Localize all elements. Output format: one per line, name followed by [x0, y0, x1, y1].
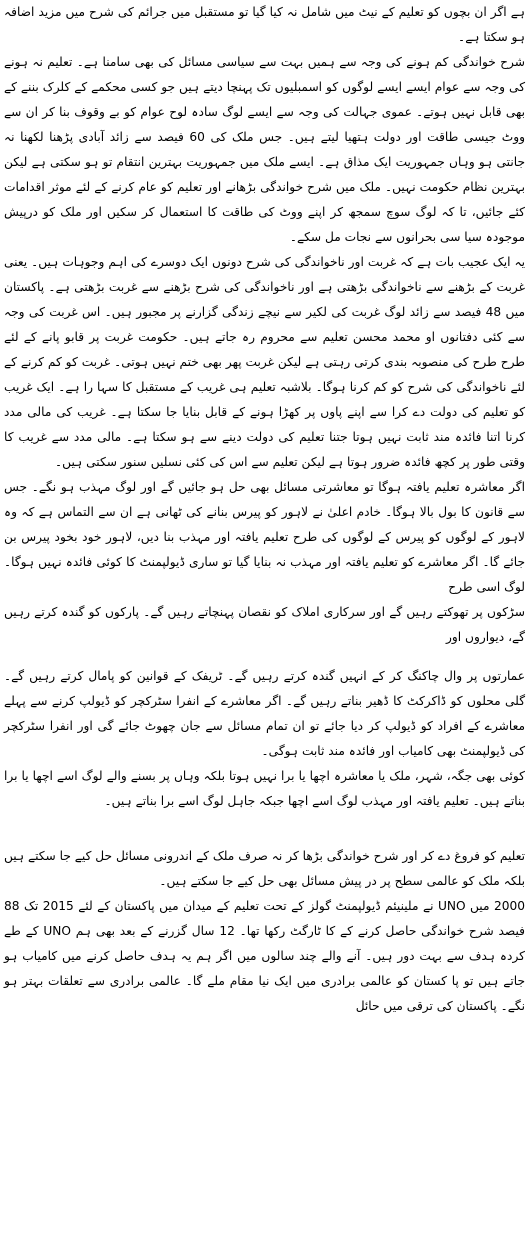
article-paragraph-9: 2000 میں UNO نے ملینیئم ڈیولپمنٹ گولز کے تحت تعلیم کے میدان میں پاکستان کے لئے 2015 تک 88 فیصد شرح خواندگی حاصل کرنے کے کا ٹارگٹ رکھا تھا۔ 12 سال گزرنے کے بعد بھی ہم UNO کے طے کردہ ہدف سے بہت دور ہیں۔ آنے والے چند سالوں میں اگر ہم یہ ہدف حاصل کرنے میں کامیاب ہو جاتے ہیں تو پا کستان کو عالمی برادری میں ایک نیا مقام ملے گا۔ عالمی برادری سے تعلقات بہتر ہو نگے۔ پاکستان کی ترقی میں حائل [4, 899, 525, 1013]
article-paragraph-4: اگر معاشرہ تعلیم یافتہ ہوگا تو معاشرتی مسائل بھی حل ہو جائیں گے اور لوگ مہذب ہو نگے۔ جس سے قانون کا بول بالا ہوگا۔ خادم اعلیٰ نے لاہور کو پیرس بنانے کی ٹھانی ہے ان سے التماس ہے کہ وہ لاہور کے لوگوں کو پیرس کے لوگوں کی طرح تعلیم یافتہ اور مہذب بنا دیں، لاہور خود بخود پیرس بن جائے گا۔ اگر معاشرے کو تعلیم یافتہ اور مہذب نہ بنایا گیا تو ساری ڈیولپمنٹ کا کوئی فائدہ نہیں ہوگا۔ لوگ اسی طرح [4, 480, 525, 594]
article-paragraph-7: کوئی بھی جگہ، شہر، ملک یا معاشرہ اچھا یا برا نہیں ہوتا بلکہ وہاں پر بسنے والے لوگ اسے اچھا یا برا بناتے ہیں۔ تعلیم یافتہ اور مہذب لوگ اسے اچھا جبکہ جاہل لوگ اسے برا بناتے ہیں۔ [4, 769, 525, 808]
section-spacer [4, 814, 525, 844]
article-paragraph-8: تعلیم کو فروغ دے کر اور شرح خواندگی بڑھا کر نہ صرف ملک کے اندرونی مسائل حل کیے جا سکتے ہیں بلکہ ملک کو عالمی سطح پر در پیش مسائل بھی حل کیے جا سکتے ہیں۔ [4, 849, 525, 888]
article-paragraph-1: ہے اگر ان بچوں کو تعلیم کے نیٹ میں شامل نہ کیا گیا تو مستقبل میں جرائم کی شرح میں مزید اضافہ ہو سکتا ہے۔ [4, 5, 525, 44]
article-paragraph-2: شرح خواندگی کم ہونے کی وجہ سے ہمیں بہت سے سیاسی مسائل کی بھی سامنا ہے۔ تعلیم نہ ہونے کی وجہ سے عوام ایسے ایسے لوگوں کو اسمبلیوں تک پہنچا دیتے ہیں جو کسی محکمے کے کلرک بننے کے بھی قابل نہیں ہوتے۔ عموی جہالت کی وجہ سے ایسے لوگ سادہ لوح عوام کو بے وقوف بنا کر ان سے ووٹ جیسی طاقت اور دولت ہتھیا لیتے ہیں۔ جس ملک کی 60 فیصد سے زائد آبادی پڑھنا لکھنا نہ جانتی ہو وہاں جمہوریت ایک مذاق ہے۔ ایسے ملک میں جمہوریت بہترین انتقام تو ہو سکتی ہے لیکن بہترین نظام حکومت نہیں۔ ملک میں شرح خواندگی بڑھانے اور تعلیم کو عام کرنے کے لئے موثر اقدامات کئے جائیں، تا کہ لوگ سوچ سمجھ کر اپنے ووٹ کی طاقت کا استعمال کر سکیں اور ملک کو درپیش موجودہ سیا سی بحرانوں سے نجات مل سکے۔ [4, 55, 525, 244]
article-paragraph-3: یہ ایک عجیب بات ہے کہ غربت اور ناخواندگی کی شرح دونوں ایک دوسرے کی اہم وجوہات ہیں۔ یعنی غربت کے بڑھنے سے ناخواندگی بڑھتی ہے اور ناخواندگی کی شرح بڑھنے سے غربت بڑھتی ہے۔ پاکستان میں 48 فیصد سے زائد لوگ غربت کی لکیر سے نیچے زندگی گزارنے پر مجبور ہیں۔ اس غربت کی وجہ سے کئی دفتانوں او محمد محسن تعلیم سے محروم رہ جاتے ہیں۔ حکومت غربت پر قابو پانے کے لئے طرح طرح کی منصوبہ بندی کرتی رہتی ہے لیکن غربت پھر بھی ختم نہیں ہوتی۔ غربت کو کم کرنے کے لئے ناخواندگی کی شرح کو کم کرنا ہوگا۔ بلاشبہ تعلیم ہی غریب کے مستقبل کا سہا را ہے۔ ایک غریب کو تعلیم کی دولت دے کرا سے اپنے پاوں پر کھڑا ہونے کے قابل بنایا جا سکتا ہے۔ غریب کی مالی مدد کرنا اتنا فائدہ مند ثابت نہیں ہوتا جتنا تعلیم کی دولت دینے سے ہو سکتا ہے۔ مالی مدد سے غریب کا وقتی طور پر کچھ فائدہ ضرور ہوتا ہے لیکن تعلیم سے اس کی کئی نسلیں سنور سکتی ہیں۔ [4, 255, 526, 469]
paragraph-spacer [4, 650, 525, 664]
article-paragraph-5: سڑکوں پر تھوکتے رہیں گے اور سرکاری املاک کو نقصان پہنچاتے رہیں گے۔ پارکوں کو گندہ کرتے رہیں گے، دیواروں اور [4, 605, 525, 644]
article-paragraph-6: عمارتوں پر وال چاکنگ کر کے انہیں گندہ کرتے رہیں گے۔ ٹریفک کے قوانین کو پامال کرتے رہیں گے۔ گلی محلوں کو ڈاکرکٹ کا ڈھیر بناتے رہیں گے۔ اگر معاشرے کے انفرا سٹرکچر کو ڈیولپ کرنے سے پہلے معاشرے کے افراد کو ڈیولپ کر دیا جائے تو ان تمام مسائل سے جان چھوٹ جائے گی اور انفرا سٹرکچر کی ڈیولپمنٹ بھی کامیاب اور فائدہ مند ثابت ہوگی۔ [4, 669, 525, 758]
